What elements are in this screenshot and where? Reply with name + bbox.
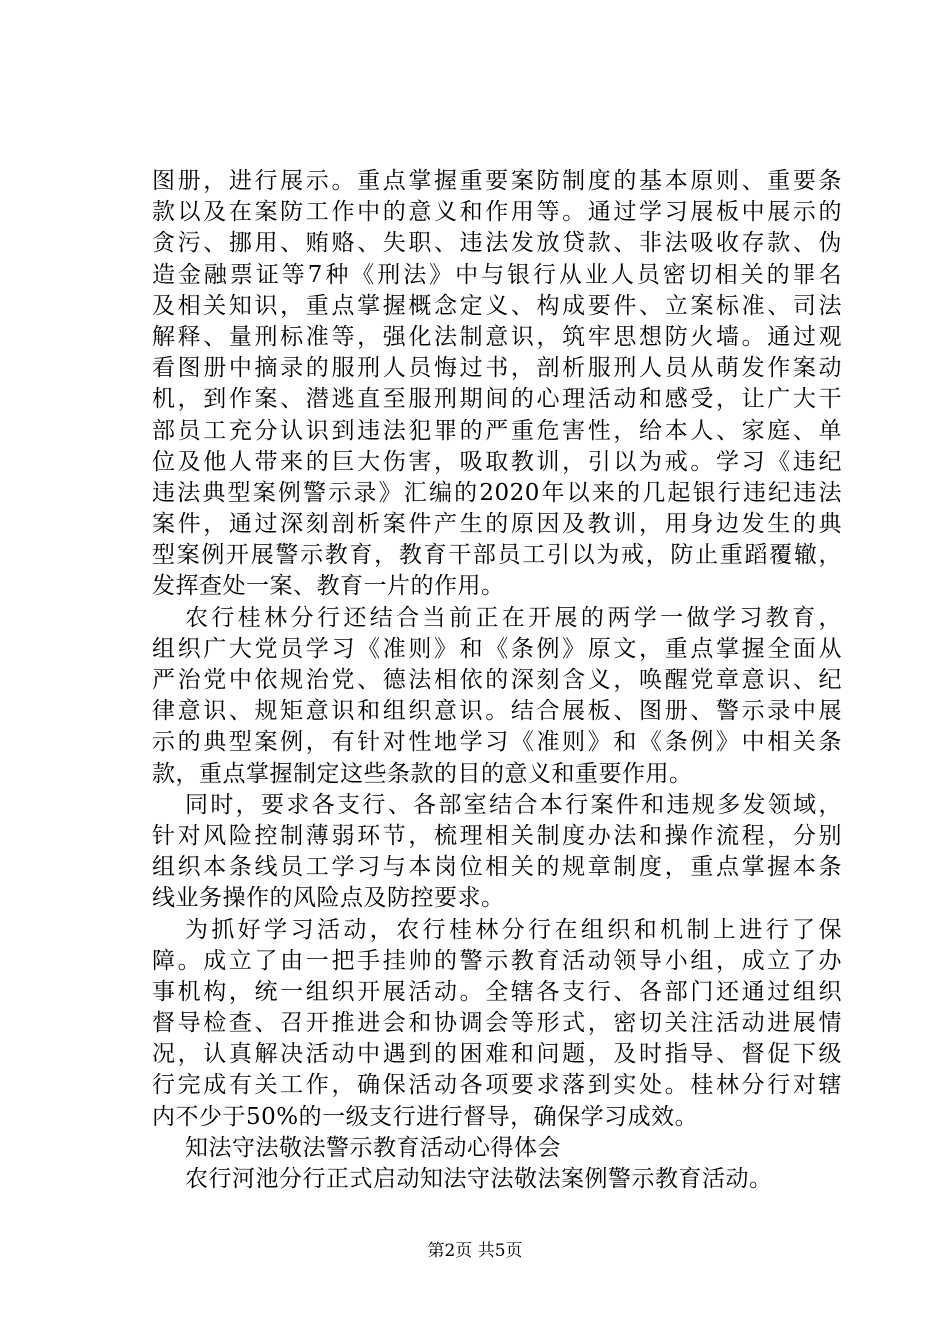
text-line: 位及他人带来的巨大伤害，吸取教训，引以为戒。学习《违纪 bbox=[152, 448, 842, 475]
text-line: 严治党中依规治党、德法相依的深刻含义，唤醒党章意识、纪 bbox=[152, 667, 842, 693]
text-line: 违法典型案例警示录》汇编的2020年以来的几起银行违纪违法 bbox=[152, 479, 842, 506]
text-line: 款以及在案防工作中的意义和作用等。通过学习展板中展示的 bbox=[152, 199, 842, 226]
paragraph-start-line: 为抓好学习活动，农行桂林分行在组织和机制上进行了保 bbox=[185, 916, 842, 943]
text-line: 发挥查处一案、教育一片的作用。 bbox=[152, 573, 505, 600]
text-line: 督导检查、召开推进会和协调会等形式，密切关注活动进展情 bbox=[152, 1010, 842, 1037]
text-line: 贪污、挪用、贿赂、失职、违法发放贷款、非法吸收存款、伪 bbox=[152, 230, 842, 257]
text-line: 部员工充分认识到违法犯罪的严重危害性，给本人、家庭、单 bbox=[152, 417, 842, 444]
text-line: 针对风险控制薄弱环节，梳理相关制度办法和操作流程，分别 bbox=[152, 822, 842, 849]
paragraph-start-line: 农行河池分行正式启动知法守法敬法案例警示教育活动。 bbox=[185, 1166, 773, 1192]
text-line: 机，到作案、潜逃直至服刑期间的心理活动和感受，让广大干 bbox=[152, 386, 842, 413]
text-line: 障。成立了由一把手挂帅的警示教育活动领导小组，成立了办 bbox=[152, 947, 842, 974]
text-line: 线业务操作的风险点及防控要求。 bbox=[152, 885, 505, 912]
body-text bbox=[152, 166, 842, 1195]
text-line: 案件，通过深刻剖析案件产生的原因及教训，用身边发生的典 bbox=[152, 511, 842, 538]
text-line: 行完成有关工作，确保活动各项要求落到实处。桂林分行对辖 bbox=[152, 1072, 842, 1099]
text-line: 示的典型案例，有针对性地学习《准则》和《条例》中相关条 bbox=[152, 729, 842, 756]
text-line: 款，重点掌握制定这些条款的目的意义和重要作用。 bbox=[152, 760, 693, 787]
text-line: 组织本条线员工学习与本岗位相关的规章制度，重点掌握本条 bbox=[152, 854, 842, 881]
text-line: 事机构，统一组织开展活动。全辖各支行、各部门还通过组织 bbox=[152, 978, 842, 1005]
page-number-label: 第2页 共5页 bbox=[427, 1241, 523, 1261]
text-line: 及相关知识，重点掌握概念定义、构成要件、立案标准、司法 bbox=[152, 292, 842, 319]
text-line: 造金融票证等7种《刑法》中与银行从业人员密切相关的罪名 bbox=[152, 261, 842, 288]
text-line: 内不少于50%的一级支行进行督导，确保学习成效。 bbox=[152, 1103, 699, 1130]
section-heading: 知法守法敬法警示教育活动心得体会 bbox=[185, 1134, 561, 1161]
text-line: 解释、量刑标准等，强化法制意识，筑牢思想防火墙。通过观 bbox=[152, 323, 842, 350]
text-line: 况，认真解决活动中遇到的困难和问题，及时指导、督促下级 bbox=[152, 1041, 842, 1068]
text-line: 组织广大党员学习《准则》和《条例》原文，重点掌握全面从 bbox=[152, 635, 842, 662]
text-line: 型案例开展警示教育，教育干部员工引以为戒，防止重蹈覆辙， bbox=[152, 542, 842, 569]
text-line: 律意识、规矩意识和组织意识。结合展板、图册、警示录中展 bbox=[152, 698, 842, 725]
text-line: 图册，进行展示。重点掌握重要案防制度的基本原则、重要条 bbox=[152, 168, 842, 194]
paragraph-start-line: 农行桂林分行还结合当前正在开展的两学一做学习教育， bbox=[185, 604, 842, 631]
text-line: 看图册中摘录的服刑人员悔过书，剖析服刑人员从萌发作案动 bbox=[152, 355, 842, 382]
paragraph-start-line: 同时，要求各支行、各部室结合本行案件和违规多发领域， bbox=[185, 791, 842, 818]
page-footer bbox=[0, 1240, 950, 1262]
